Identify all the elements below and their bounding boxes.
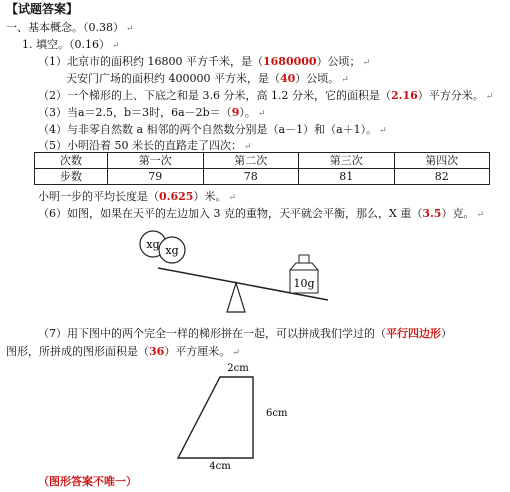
question-2-text: （2）一个梯形的上、下底之和是 3.6 分米，高 1.2 分米，它的面积是（ [38,89,391,102]
balance-fulcrum [227,283,245,312]
section-number: 一、 [6,21,28,34]
question-7b-text: 图形，所拼成的图形面积是（ [6,345,149,358]
question-5-answer-text: 小明一步的平均长度是（ [38,190,159,203]
answer-7: 平行四边形 [386,327,441,340]
question-5-text: （5）小明沿着 50 米长的直路走了四次： [38,139,242,152]
question-1b-text: 天安门广场的面积约 400000 平方米，是（ [66,72,280,85]
trapezoid-figure [178,363,288,472]
table-header-cell: 第二次 [203,153,299,169]
answer-note [38,475,137,489]
weight-10g-top [290,263,318,270]
question-2-suffix: ）平方分米。 [417,89,484,102]
table-header-cell: 第四次 [394,153,490,169]
question-1b-suffix: ）公顷。 [295,72,340,85]
question-3-suffix: ）。 [239,106,256,119]
paragraph-mark-icon: ↵ [341,75,349,85]
paragraph-mark-icon: ↵ [232,348,240,358]
trapezoid-shape [178,377,253,458]
paragraph-mark-icon: ↵ [362,58,371,68]
question-4-text: （4）与非零自然数 a 相邻的两个自然数分别是（a－1）和（a＋1）。 [38,123,378,136]
weight-10g-handle [299,255,309,263]
subsection-score: （0.16） [69,38,110,51]
answer-2: 2.16 [390,89,418,102]
question-7-line-1 [38,327,452,341]
paragraph-mark-icon: ↵ [379,126,387,136]
question-6-suffix: ）克。 [441,207,475,220]
weight-label: xg [146,238,160,251]
answer-6: 3.5 [422,207,442,220]
question-1-suffix: ）公顷； [316,55,361,68]
question-7-line-2 [6,345,240,360]
section-label: 基本概念。 [28,21,83,34]
answer-5: 0.625 [159,190,194,203]
question-7-text: （7）用下图中的两个完全一样的梯形拼在一起，可以拼成我们学过的（ [38,327,386,340]
answer-7b: 36 [149,345,165,358]
paragraph-mark-icon: ↵ [244,142,252,152]
table-cell: 81 [299,169,395,185]
question-3-text: （3）当a＝2.5，b＝3时，6a－2b＝（ [38,106,232,119]
section-score: （0.38） [83,21,124,34]
paragraph-mark-icon: ↵ [112,41,120,51]
paragraph-mark-icon: ↵ [126,24,134,34]
question-1-text: （1）北京市的面积约 16800 平方千米，是（ [38,55,263,68]
answer-1: 1680000 [262,55,317,68]
paragraph-mark-icon: ↵ [228,193,236,203]
paragraph-mark-icon: ↵ [257,109,266,119]
question-5-answer-suffix: ）米。 [193,190,227,203]
weight-label: 10g [293,277,315,290]
trapezoid-height-label: 6cm [266,408,288,419]
weight-label: xg [165,244,179,257]
table-cell: 82 [394,169,490,185]
answer-1b: 40 [279,72,296,85]
subsection-label: 1. 填空。 [22,38,69,51]
table-header-cell: 次数 [35,153,108,169]
table-header-cell: 第三次 [299,153,395,169]
answer-3: 9 [231,106,240,119]
table-cell: 78 [203,169,299,185]
trapezoid-top-label: 2cm [227,363,249,374]
question-7b-suffix: ）平方厘米。 [164,345,231,358]
question-6-text: （6）如图，如果在天平的左边加入 3 克的重物，天平就会平衡，那么，X 重（ [38,207,423,220]
page-title: 【试题答案】 [6,2,79,16]
table-cell: 79 [108,169,204,185]
paragraph-mark-icon: ↵ [476,210,485,220]
balance-figure [140,231,328,312]
table-header-cell: 第一次 [108,153,204,169]
paragraph-mark-icon: ↵ [485,92,494,102]
table-cell: 步数 [35,169,108,185]
trapezoid-bottom-label: 4cm [209,461,231,472]
answer-note-text: （图形答案不唯一） [38,475,137,488]
question-7-suffix: ） [441,327,452,340]
